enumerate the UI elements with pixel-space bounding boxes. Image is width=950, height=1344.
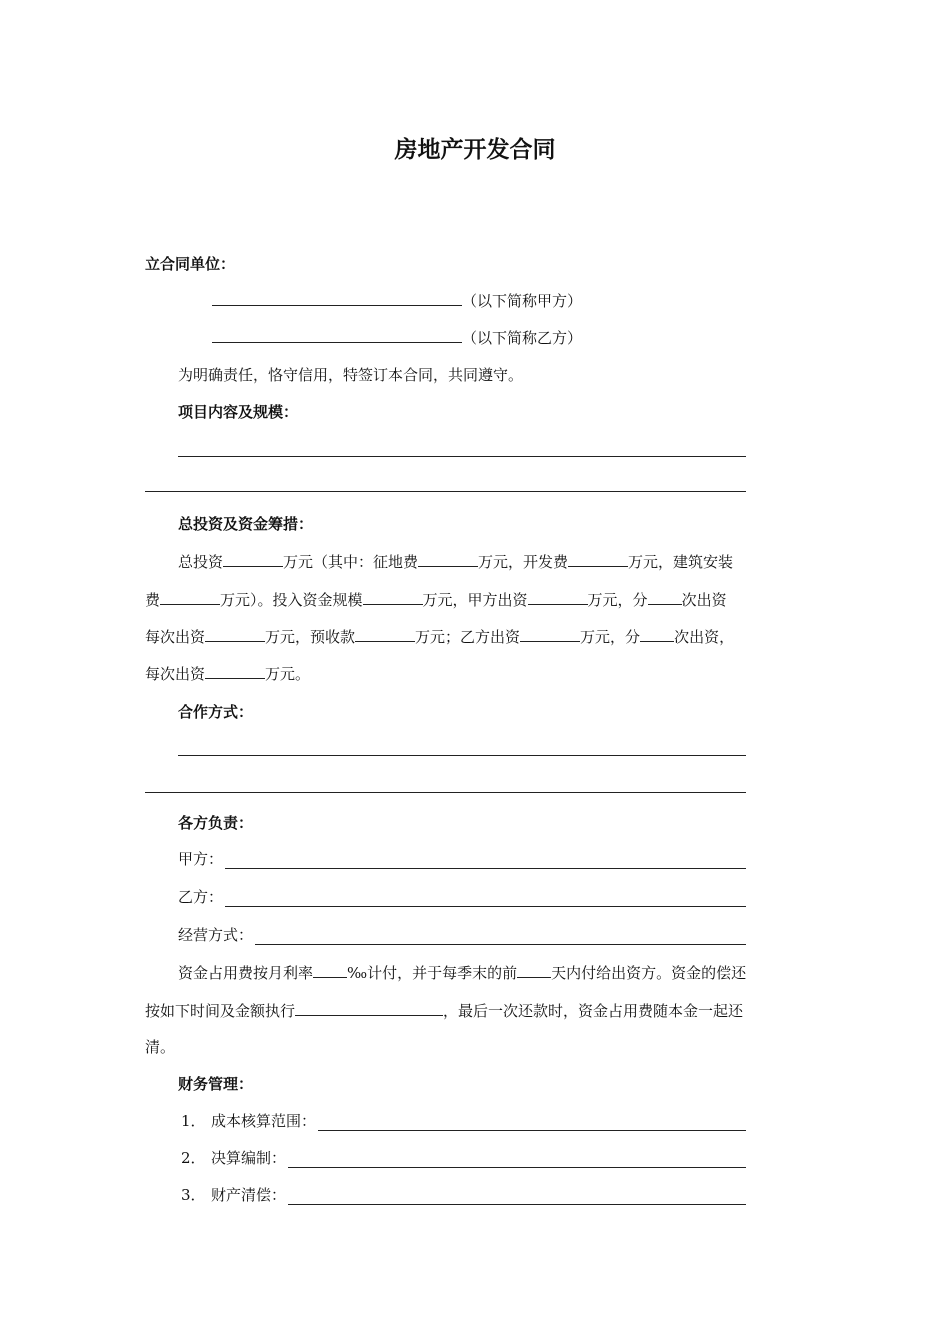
item-number: 3． xyxy=(181,1186,206,1204)
party-b-note: （以下简称乙方） xyxy=(462,329,583,347)
investment-text: 万元，建筑安装 xyxy=(628,553,734,571)
project-heading: 项目内容及规模： xyxy=(178,403,299,421)
party-b-blank xyxy=(212,327,462,343)
operation-mode xyxy=(178,925,746,945)
field-label: 经营方式： xyxy=(178,926,254,944)
blank xyxy=(288,1151,746,1168)
party-a-line xyxy=(212,290,582,311)
cooperation-heading: 合作方式： xyxy=(178,703,254,721)
blank xyxy=(295,1000,443,1016)
party-a-responsibility xyxy=(178,849,746,869)
investment-text: 万元，预收款 xyxy=(265,628,356,646)
blank xyxy=(205,663,265,679)
blank xyxy=(520,626,580,642)
investment-text: 万元；乙方出资 xyxy=(415,628,521,646)
field-label: 甲方： xyxy=(178,850,224,868)
blank xyxy=(225,890,746,907)
investment-text: 每次出资 xyxy=(145,628,206,646)
field-label: 决算编制： xyxy=(211,1149,287,1167)
parties-heading: 立合同单位： xyxy=(145,255,236,273)
blank xyxy=(205,626,265,642)
finance-item xyxy=(181,1148,746,1168)
cooperation-blank-line-2 xyxy=(145,792,746,793)
investment-text: 每次出资 xyxy=(145,665,206,683)
investment-text: 总投资 xyxy=(178,553,224,571)
interest-text: 天内付给出资方。资金的偿还 xyxy=(551,964,747,982)
finance-heading: 财务管理： xyxy=(178,1075,254,1093)
blank xyxy=(640,626,674,642)
finance-item xyxy=(181,1111,746,1131)
investment-line-4 xyxy=(145,663,310,684)
investment-text: 万元，开发费 xyxy=(478,553,569,571)
investment-text: 次出资， xyxy=(674,628,735,646)
blank xyxy=(355,626,415,642)
finance-item xyxy=(181,1185,746,1205)
investment-line-3 xyxy=(145,626,734,647)
investment-line-1 xyxy=(178,551,733,572)
project-blank-line-2 xyxy=(145,491,746,492)
blank xyxy=(318,1114,746,1131)
blank xyxy=(517,962,551,978)
party-a-blank xyxy=(212,290,462,306)
field-label: 成本核算范围： xyxy=(211,1112,317,1130)
interest-text: 按如下时间及金额执行 xyxy=(145,1002,296,1020)
document-title: 房地产开发合同 xyxy=(394,137,556,163)
party-a-note: （以下简称甲方） xyxy=(462,292,583,310)
investment-text: 万元，甲方出资 xyxy=(422,591,528,609)
field-label: 乙方： xyxy=(178,888,224,906)
blank xyxy=(225,852,746,869)
investment-text: 万元，分 xyxy=(587,591,648,609)
interest-line-3: 清。 xyxy=(145,1038,176,1056)
blank xyxy=(568,551,628,567)
blank xyxy=(648,589,682,605)
intro-text: 为明确责任，恪守信用，特签订本合同，共同遵守。 xyxy=(178,366,524,384)
project-blank-line-1 xyxy=(178,456,746,457)
party-b-responsibility xyxy=(178,887,746,907)
investment-heading: 总投资及资金筹措： xyxy=(178,515,314,533)
item-number: 1． xyxy=(181,1112,206,1130)
investment-text: 万元）。投入资金规模 xyxy=(220,591,363,609)
blank xyxy=(528,589,588,605)
blank xyxy=(418,551,478,567)
investment-text: 万元，分 xyxy=(580,628,641,646)
interest-text: ，最后一次还款时，资金占用费随本金一起还 xyxy=(443,1002,744,1020)
interest-text: ‰计付，并于每季末的前 xyxy=(347,964,518,982)
blank xyxy=(255,928,746,945)
interest-line-2 xyxy=(145,1000,743,1021)
investment-text: 费 xyxy=(145,591,161,609)
blank xyxy=(363,589,423,605)
responsibilities-heading: 各方负责： xyxy=(178,814,254,832)
investment-text: 万元（其中：征地费 xyxy=(283,553,419,571)
investment-text: 次出资 xyxy=(681,591,727,609)
blank xyxy=(313,962,347,978)
blank xyxy=(223,551,283,567)
blank xyxy=(160,589,220,605)
interest-text: 资金占用费按月利率 xyxy=(178,964,314,982)
item-number: 2． xyxy=(181,1149,206,1167)
party-b-line xyxy=(212,327,582,348)
investment-line-2 xyxy=(145,589,727,610)
field-label: 财产清偿： xyxy=(211,1186,287,1204)
cooperation-blank-line-1 xyxy=(178,755,746,756)
investment-text: 万元。 xyxy=(265,665,311,683)
interest-line-1 xyxy=(178,962,746,983)
blank xyxy=(288,1188,746,1205)
